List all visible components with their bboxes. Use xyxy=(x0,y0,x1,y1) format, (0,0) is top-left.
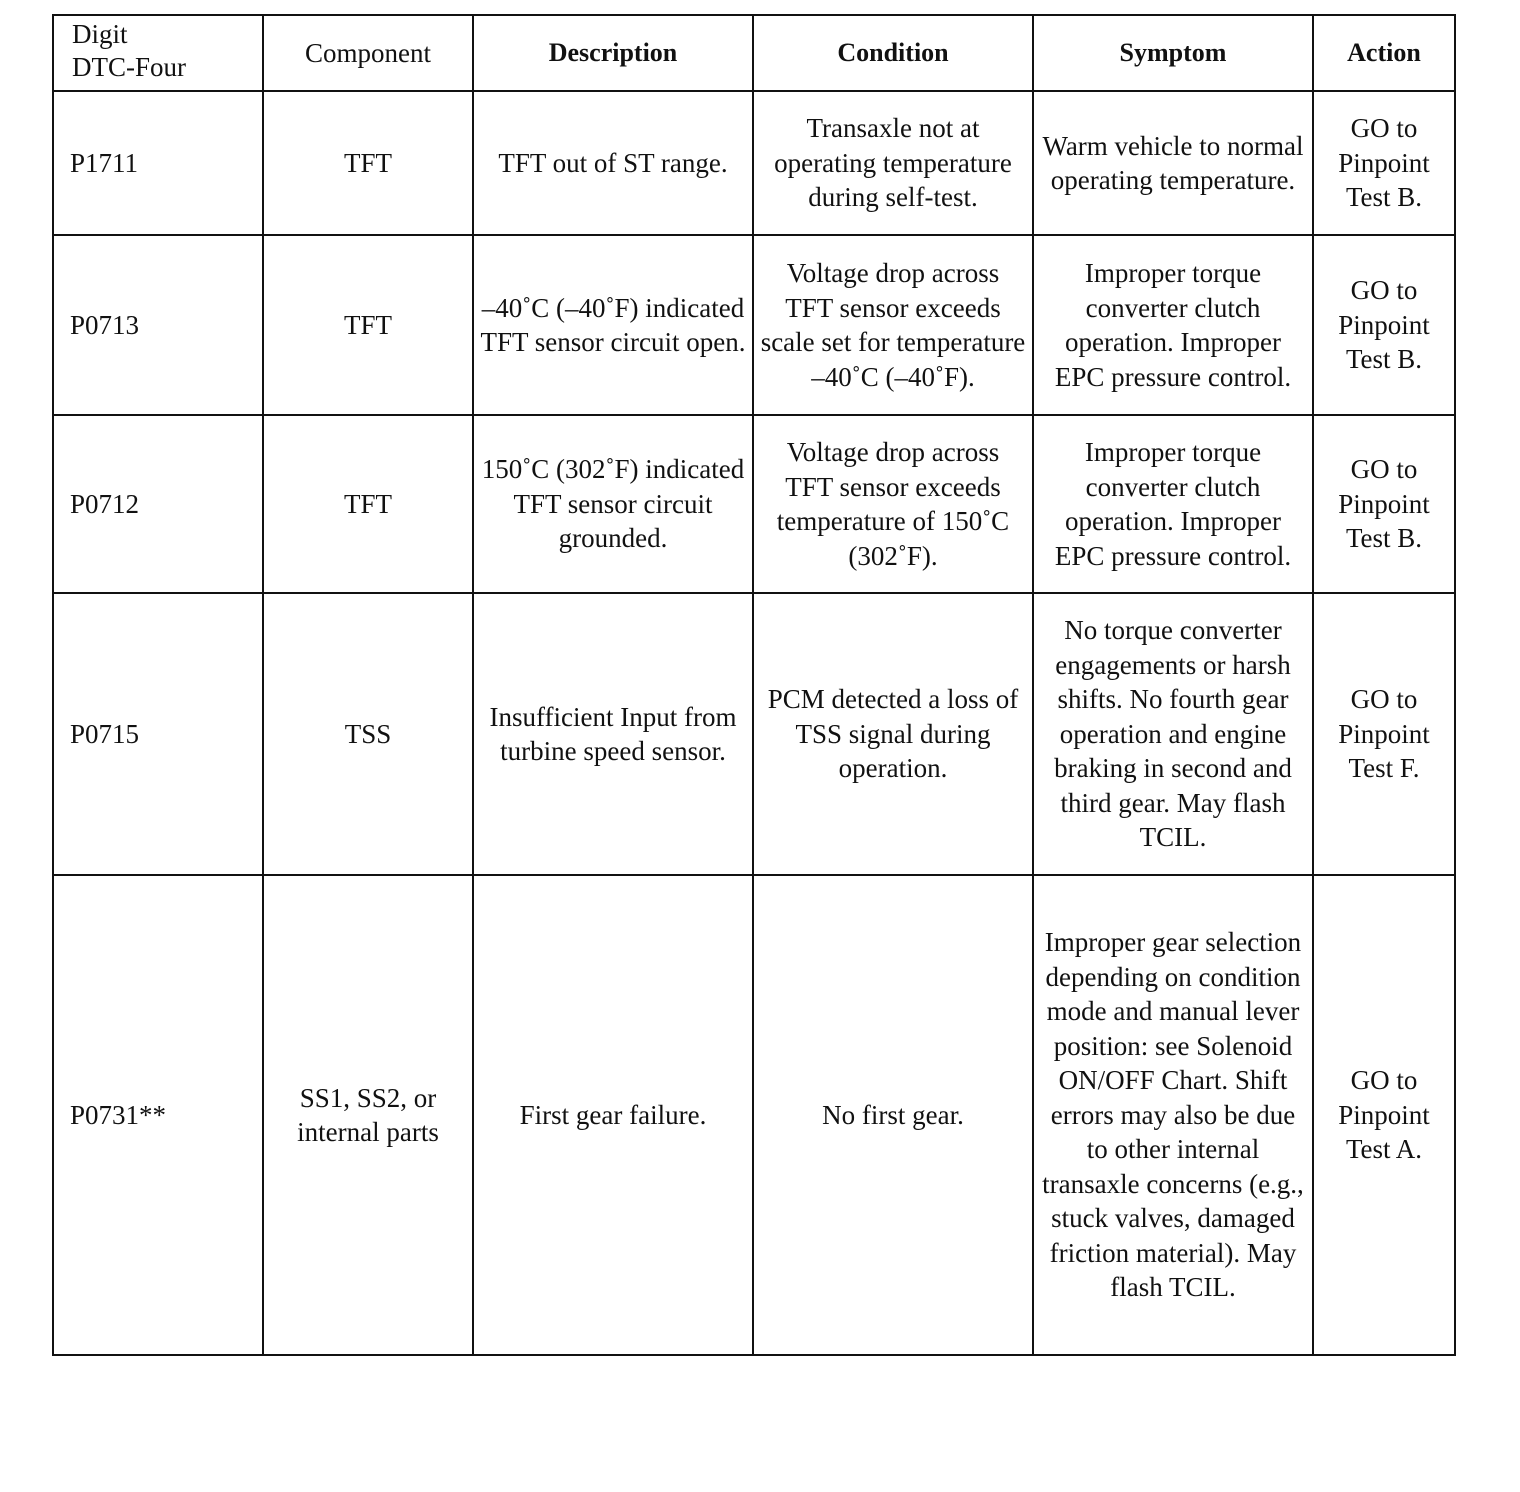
description-cell: First gear failure. xyxy=(473,875,753,1355)
component-cell: TSS xyxy=(263,593,473,875)
header-description: Description xyxy=(473,15,753,91)
condition-cell: No first gear. xyxy=(753,875,1033,1355)
condition-cell: PCM detected a loss of TSS signal during operation. xyxy=(753,593,1033,875)
action-cell: GO to Pinpoint Test B. xyxy=(1313,91,1455,235)
action-cell: GO to Pinpoint Test F. xyxy=(1313,593,1455,875)
table-row xyxy=(53,91,1455,235)
component-cell: TFT xyxy=(263,235,473,415)
header-symptom: Symptom xyxy=(1033,15,1313,91)
dtc-code-cell: P0731** xyxy=(53,875,263,1355)
table-row xyxy=(53,593,1455,875)
header-component: Component xyxy=(263,15,473,91)
symptom-cell: Improper torque converter clutch operation. Improper EPC pressure control. xyxy=(1033,235,1313,415)
dtc-code-cell: P0712 xyxy=(53,415,263,593)
component-cell: TFT xyxy=(263,91,473,235)
table-row xyxy=(53,415,1455,593)
symptom-cell: Warm vehicle to normal operating temperature. xyxy=(1033,91,1313,235)
condition-cell: Voltage drop across TFT sensor exceeds scale set for temperature –40˚C (–40˚F). xyxy=(753,235,1033,415)
description-cell: TFT out of ST range. xyxy=(473,91,753,235)
description-cell: –40˚C (–40˚F) indicated TFT sensor circuit open. xyxy=(473,235,753,415)
action-cell: GO to Pinpoint Test A. xyxy=(1313,875,1455,1355)
header-dtc-line1: Digit xyxy=(72,19,128,49)
component-cell: SS1, SS2, or internal parts xyxy=(263,875,473,1355)
action-cell: GO to Pinpoint Test B. xyxy=(1313,415,1455,593)
symptom-cell: Improper torque converter clutch operation. Improper EPC pressure control. xyxy=(1033,415,1313,593)
component-cell: TFT xyxy=(263,415,473,593)
header-dtc-line2: DTC-Four xyxy=(72,52,186,82)
header-dtc xyxy=(53,15,263,91)
dtc-code-cell: P0715 xyxy=(53,593,263,875)
condition-cell: Voltage drop across TFT sensor exceeds temperature of 150˚C (302˚F). xyxy=(753,415,1033,593)
header-condition: Condition xyxy=(753,15,1033,91)
header-action: Action xyxy=(1313,15,1455,91)
description-cell: Insufficient Input from turbine speed sensor. xyxy=(473,593,753,875)
dtc-code-cell: P0713 xyxy=(53,235,263,415)
symptom-cell: No torque converter engagements or harsh shifts. No fourth gear operation and engine braking in second and third gear. May flash TCIL. xyxy=(1033,593,1313,875)
table-row xyxy=(53,235,1455,415)
description-cell: 150˚C (302˚F) indicated TFT sensor circuit grounded. xyxy=(473,415,753,593)
action-cell: GO to Pinpoint Test B. xyxy=(1313,235,1455,415)
dtc-code-cell: P1711 xyxy=(53,91,263,235)
condition-cell: Transaxle not at operating temperature during self-test. xyxy=(753,91,1033,235)
dtc-table xyxy=(52,14,1456,1356)
symptom-cell: Improper gear selection depending on condition mode and manual lever position: see Solenoid ON/OFF Chart. Shift errors may also be due to other internal transaxle concerns (e.g., stuck valves, damaged friction material). May flash TCIL. xyxy=(1033,875,1313,1355)
table-header-row xyxy=(53,15,1455,91)
table-row xyxy=(53,875,1455,1355)
